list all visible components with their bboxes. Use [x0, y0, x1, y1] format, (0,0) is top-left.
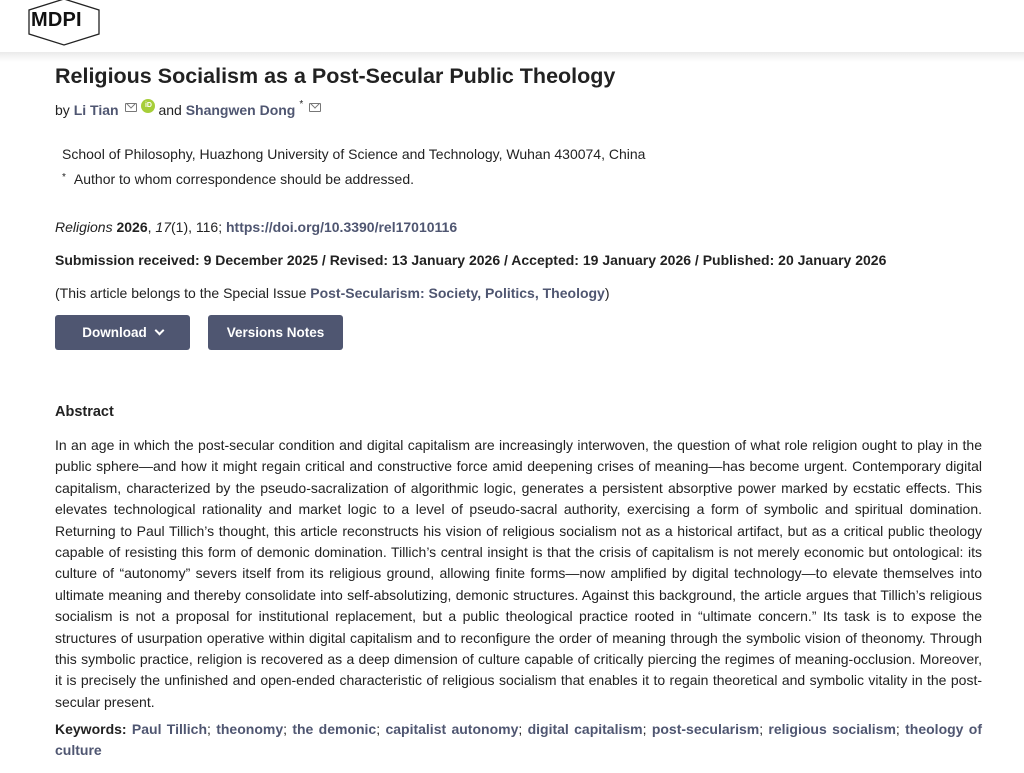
logo-text: MDPI	[31, 9, 82, 31]
affiliation: School of Philosophy, Huazhong University of Science and Technology, Wuhan 430074, China	[62, 146, 646, 162]
by-label: by	[55, 102, 70, 118]
download-label: Download	[82, 325, 147, 340]
article-title: Religious Socialism as a Post-Secular Public Theology	[55, 64, 616, 88]
special-issue-note	[55, 285, 610, 301]
citation-line: Religions 2026, 17(1), 116; https://doi.org/10.3390/rel17010116	[55, 219, 458, 235]
keyword-link[interactable]: Paul Tillich	[131, 721, 207, 737]
keyword-separator: ;	[895, 721, 906, 737]
doi-link[interactable]: https://doi.org/10.3390/rel17010116	[226, 219, 458, 235]
keyword-link[interactable]: religious socialism	[768, 721, 896, 737]
keyword-separator: ;	[642, 721, 652, 737]
keywords	[55, 719, 982, 762]
abstract-text: In an age in which the post-secular condition and digital capitalism are increasingly interwoven, the question of what role religion ought to play in the public sphere—and how it might regain critical and constructive force amid deepening crises of meaning—has become urgent. Contemporary digital capitalism, characterized by the pseudo-sacralization of algorithmic logic, generates a persistent absorptive power marked by ecstatic effects. This elevates technological rationality and market logic to a level of pseudo-sacral authority, exercising a form of symbolic and spiritual domination. Returning to Paul Tillich’s thought, this article reconstructs his vision of religious socialism not as a historical artifact, but as a critical public theology capable of resisting this form of demonic domination. Tillich’s central insight is that the crisis of capitalism is not merely economic but ontological: its culture of “autonomy” severs itself from its religious ground, allowing finite forms—now amplified by digital technology—to elevate themselves into ultimate meaning and thereby consolidate into self-absolutizing, demonic structures. Against this background, the article argues that Tillich’s religious socialism is not a proposal for institutional replacement, but a public theological practice rooted in “ultimate concern.” Its task is to expose the structures of usurpation operative within digital capitalism and to reconfigure the order of meaning through the symbolic vision of theonomy. Through this symbolic practice, religion is recovered as a deep dimension of culture capable of critically piercing the regimes of meaning-occlusion. Moreover, it is precisely the unfinished and open-ended characteristic of religious socialism that enables it to regain theoretical and symbolic vitality in the post-secular present.	[55, 437, 982, 710]
orcid-icon[interactable]: iD	[141, 99, 155, 113]
keyword-separator: ;	[376, 721, 386, 737]
correspondence-text: Author to whom correspondence should be addressed.	[73, 171, 415, 187]
versions-notes-label: Versions Notes	[226, 325, 325, 340]
citation-year: 2026	[116, 219, 148, 235]
correspondence-note	[62, 171, 414, 187]
corresponding-star: *	[299, 98, 304, 110]
versions-notes-button[interactable]	[208, 315, 343, 350]
keyword-link[interactable]: theonomy	[216, 721, 284, 737]
author-li-tian[interactable]: Li Tian	[73, 102, 119, 118]
download-button[interactable]	[55, 315, 190, 350]
keyword-link[interactable]: capitalist autonomy	[385, 721, 519, 737]
chevron-down-icon	[154, 326, 164, 336]
abstract-heading: Abstract	[55, 404, 114, 420]
correspondence-star: *	[62, 172, 66, 183]
special-issue-prefix: (This article belongs to the Special Issue	[55, 285, 311, 301]
keyword-link[interactable]: digital capitalism	[527, 721, 643, 737]
keyword-link[interactable]: post-secularism	[651, 721, 760, 737]
citation-issue-pages: (1), 116;	[171, 219, 226, 235]
keyword-separator: ;	[518, 721, 528, 737]
keyword-separator: ;	[207, 721, 217, 737]
author-shangwen-dong[interactable]: Shangwen Dong	[185, 102, 296, 118]
mdpi-logo[interactable]	[26, 0, 102, 46]
keyword-separator: ;	[283, 721, 293, 737]
article-dates: Submission received: 9 December 2025 / Revised: 13 January 2026 / Accepted: 19 January 2026 / Published: 20 January 2026	[55, 252, 887, 268]
email-icon[interactable]	[309, 103, 321, 112]
keywords-label: Keywords:	[55, 721, 127, 737]
site-header	[0, 0, 1024, 52]
citation-volume: 17	[155, 219, 171, 235]
keyword-separator: ;	[759, 721, 769, 737]
journal-name: Religions	[55, 219, 113, 235]
keyword-link[interactable]: the demonic	[292, 721, 377, 737]
special-issue-link[interactable]: Post-Secularism: Society, Politics, Theology	[310, 285, 605, 301]
email-icon[interactable]	[125, 103, 137, 112]
author-line	[55, 98, 324, 118]
keyword-link[interactable]: theology of culture	[55, 721, 982, 759]
and-label: and	[158, 102, 182, 118]
special-issue-suffix: )	[604, 285, 610, 301]
